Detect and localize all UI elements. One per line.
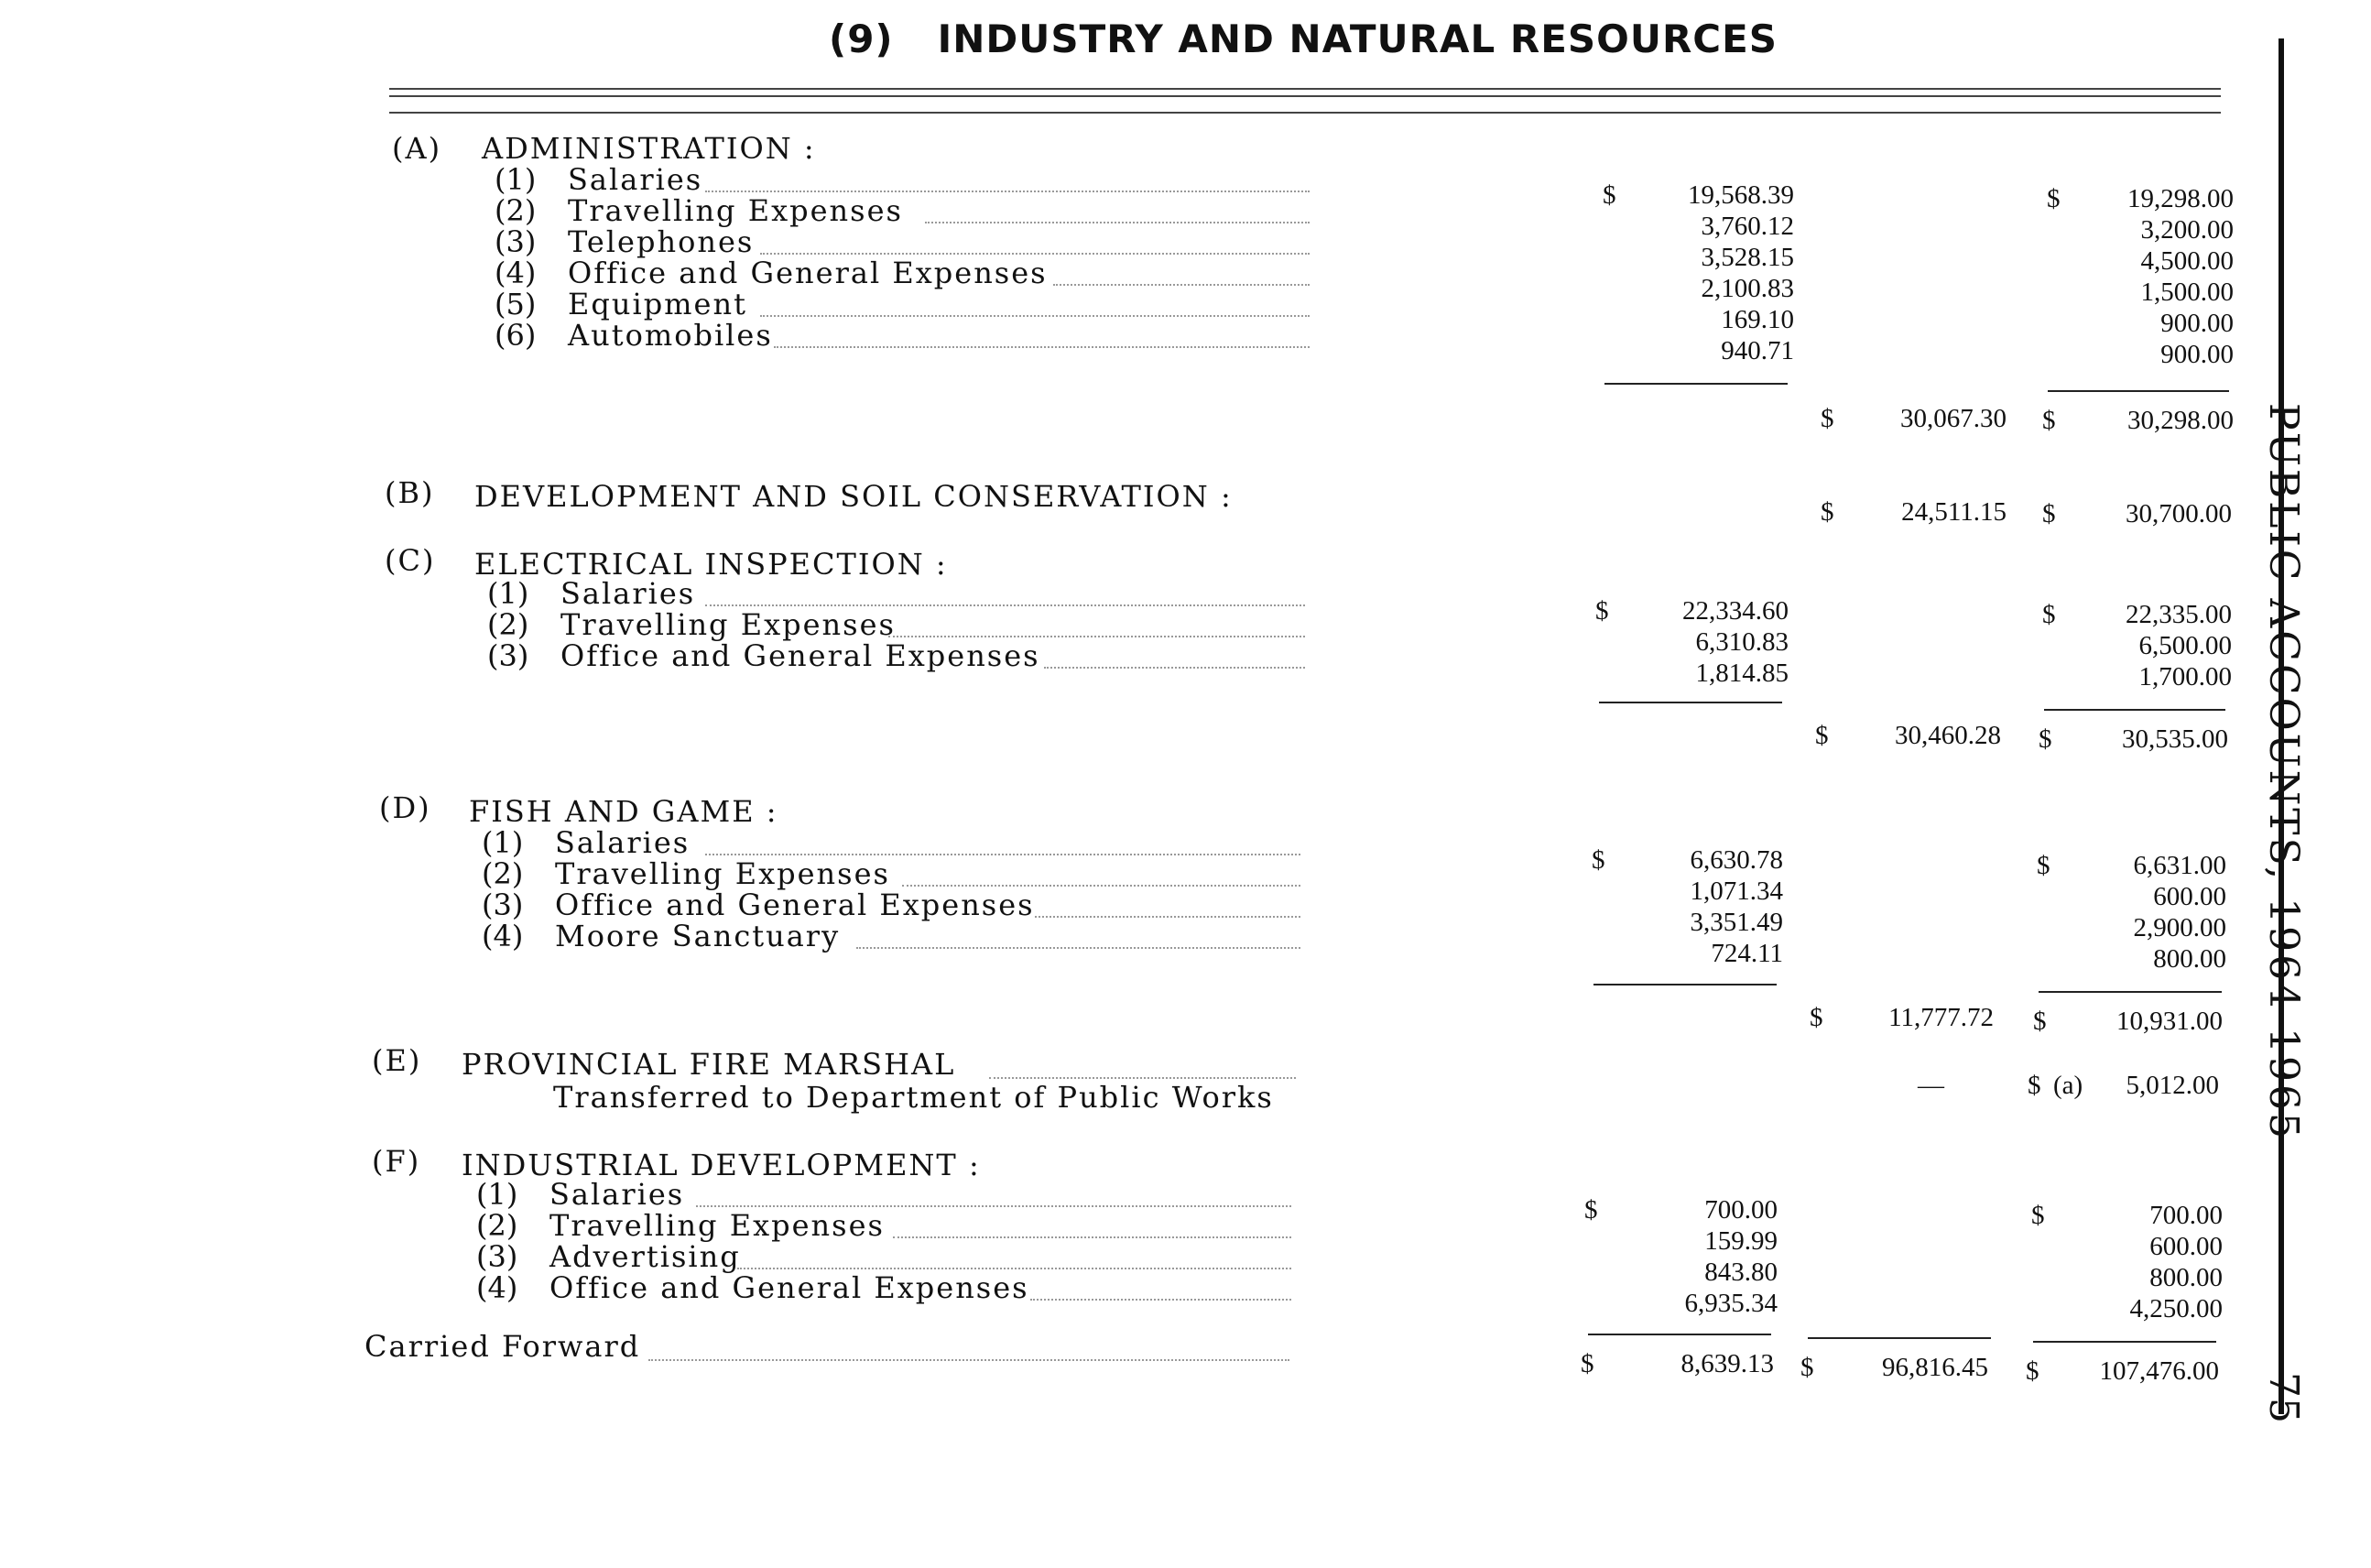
header-rule-mid — [389, 95, 2221, 97]
subtotal-rule — [2039, 991, 2222, 993]
section-c-title: ELECTRICAL INSPECTION : — [474, 547, 948, 582]
f-estimate-1: 700.00 — [2149, 1201, 2223, 1230]
dollar-sign: $ — [1595, 596, 1609, 626]
dollar-sign: $ — [2037, 851, 2050, 880]
dollar-sign: $ — [2042, 499, 2056, 528]
f-estimate-2: 600.00 — [2149, 1232, 2223, 1261]
dollar-sign: $ — [1815, 721, 1829, 750]
a-item-4-num: (4) — [495, 256, 537, 290]
a-estimate-1: 19,298.00 — [2127, 184, 2234, 213]
f-item-3-label: Advertising — [549, 1239, 741, 1274]
d-item-3-label: Office and General Expenses — [555, 887, 1035, 922]
a-item-3-label: Telephones — [568, 224, 755, 259]
carried-forward-label: Carried Forward — [364, 1329, 641, 1364]
leader-dots — [648, 1359, 1289, 1361]
dollar-sign: $ — [1821, 404, 1834, 433]
a-item-6-num: (6) — [495, 318, 537, 353]
d-estimate-total: 10,931.00 — [2116, 1007, 2223, 1036]
d-item-3-num: (3) — [482, 887, 524, 922]
leader-dots — [774, 346, 1310, 348]
d-estimate-2: 600.00 — [2153, 882, 2226, 911]
d-item-2-label: Travelling Expenses — [555, 856, 890, 891]
e-total: — — [1918, 1071, 1944, 1100]
c-item-3-label: Office and General Expenses — [560, 638, 1040, 673]
f-actual-4: 6,935.34 — [1684, 1289, 1778, 1318]
section-b-letter: (B) — [385, 475, 435, 510]
page-number: 75 — [2260, 1372, 2307, 1423]
subtotal-rule — [1604, 383, 1788, 385]
a-actual-5: 169.10 — [1721, 305, 1794, 334]
subtotal-rule — [1599, 702, 1782, 703]
a-estimate-total: 30,298.00 — [2127, 406, 2234, 435]
subtotal-rule — [2033, 1341, 2216, 1343]
section-e-title: PROVINCIAL FIRE MARSHAL — [462, 1047, 956, 1082]
section-title: INDUSTRY AND NATURAL RESOURCES — [937, 16, 1778, 61]
b-estimate-total: 30,700.00 — [2126, 499, 2232, 528]
a-item-1-num: (1) — [495, 162, 537, 197]
carried-forward-actual: 8,639.13 — [1680, 1349, 1774, 1378]
c-item-1-label: Salaries — [560, 576, 696, 611]
dollar-sign: $ — [1581, 1349, 1594, 1378]
section-f-letter: (F) — [372, 1144, 421, 1179]
dollar-sign: $ — [2047, 184, 2061, 213]
a-item-3-num: (3) — [495, 224, 537, 259]
a-total: 30,067.30 — [1900, 404, 2007, 433]
section-d-title: FISH AND GAME : — [469, 794, 778, 829]
d-item-4-num: (4) — [482, 919, 524, 953]
section-b-title: DEVELOPMENT AND SOIL CONSERVATION : — [474, 479, 1233, 514]
leader-dots — [760, 253, 1310, 255]
dollar-sign: $ — [2042, 600, 2056, 629]
section-d-letter: (D) — [379, 790, 431, 825]
c-actual-1: 22,334.60 — [1682, 596, 1789, 626]
a-item-5-num: (5) — [495, 287, 537, 321]
dollar-sign: $ — [1821, 497, 1834, 527]
c-estimate-3: 1,700.00 — [2138, 662, 2232, 691]
section-a-letter: (A) — [392, 131, 442, 166]
section-number: (9) — [829, 16, 894, 61]
f-estimate-3: 800.00 — [2149, 1263, 2223, 1292]
dollar-sign: $ — [1603, 180, 1616, 210]
dollar-sign: $ — [1800, 1353, 1814, 1382]
leader-dots — [1035, 916, 1300, 918]
estimate-footnote-marker: (a) — [2053, 1071, 2083, 1100]
leader-dots — [893, 1236, 1291, 1238]
dollar-sign: $ — [2028, 1071, 2041, 1100]
f-actual-3: 843.80 — [1704, 1258, 1778, 1287]
subtotal-rule — [1588, 1334, 1771, 1335]
carried-forward-total: 96,816.45 — [1882, 1353, 1988, 1382]
f-item-2-num: (2) — [476, 1208, 518, 1243]
section-e-note: Transferred to Department of Public Works — [553, 1080, 1274, 1115]
c-estimate-total: 30,535.00 — [2122, 724, 2228, 754]
d-actual-3: 3,351.49 — [1690, 908, 1783, 937]
c-estimate-1: 22,335.00 — [2126, 600, 2232, 629]
a-item-1-label: Salaries — [568, 162, 703, 197]
d-actual-1: 6,630.78 — [1690, 845, 1783, 875]
dollar-sign: $ — [1810, 1003, 1823, 1032]
e-estimate-total: 5,012.00 — [2126, 1071, 2219, 1100]
section-c-letter: (C) — [385, 543, 436, 578]
leader-dots — [696, 1205, 1291, 1207]
carried-forward-estimate: 107,476.00 — [2099, 1356, 2219, 1386]
leader-dots — [1053, 284, 1310, 286]
f-item-4-num: (4) — [476, 1270, 518, 1305]
leader-dots — [737, 1268, 1291, 1269]
c-actual-3: 1,814.85 — [1695, 659, 1789, 688]
leader-dots — [1044, 667, 1305, 669]
c-estimate-2: 6,500.00 — [2138, 631, 2232, 660]
f-item-1-label: Salaries — [549, 1177, 685, 1212]
dollar-sign: $ — [2026, 1356, 2039, 1386]
header-rule-bottom — [389, 112, 2221, 114]
d-estimate-3: 2,900.00 — [2133, 913, 2226, 942]
a-actual-2: 3,760.12 — [1701, 212, 1794, 241]
a-actual-4: 2,100.83 — [1701, 274, 1794, 303]
dollar-sign: $ — [2042, 406, 2056, 435]
a-actual-6: 940.71 — [1721, 336, 1794, 365]
dollar-sign: $ — [2033, 1007, 2047, 1036]
f-estimate-4: 4,250.00 — [2129, 1294, 2223, 1323]
section-f-title: INDUSTRIAL DEVELOPMENT : — [462, 1148, 981, 1182]
leader-dots — [705, 191, 1310, 192]
f-actual-1: 700.00 — [1704, 1195, 1778, 1225]
leader-dots — [705, 854, 1300, 855]
header-rule-top — [389, 88, 2221, 90]
leader-dots — [902, 885, 1300, 887]
leader-dots — [760, 315, 1310, 317]
d-estimate-4: 800.00 — [2153, 944, 2226, 974]
section-a-title: ADMINISTRATION : — [482, 131, 816, 166]
d-item-2-num: (2) — [482, 856, 524, 891]
a-actual-3: 3,528.15 — [1701, 243, 1794, 272]
dollar-sign: $ — [1592, 845, 1605, 875]
f-actual-2: 159.99 — [1704, 1226, 1778, 1256]
f-item-3-num: (3) — [476, 1239, 518, 1274]
leader-dots — [925, 222, 1310, 223]
f-item-2-label: Travelling Expenses — [549, 1208, 885, 1243]
d-actual-2: 1,071.34 — [1690, 877, 1783, 906]
a-item-6-label: Automobiles — [568, 318, 773, 353]
d-item-1-num: (1) — [482, 825, 524, 860]
a-estimate-4: 1,500.00 — [2140, 278, 2234, 307]
c-item-2-label: Travelling Expenses — [560, 607, 896, 642]
a-estimate-2: 3,200.00 — [2140, 215, 2234, 245]
d-actual-4: 724.11 — [1711, 939, 1783, 968]
subtotal-rule — [2048, 390, 2229, 392]
a-item-5-label: Equipment — [568, 287, 747, 321]
subtotal-rule — [1593, 984, 1777, 985]
c-item-2-num: (2) — [487, 607, 529, 642]
subtotal-rule — [2044, 709, 2225, 711]
subtotal-rule — [1808, 1337, 1991, 1339]
section-e-letter: (E) — [372, 1043, 422, 1078]
leader-dots — [989, 1077, 1296, 1079]
f-item-1-num: (1) — [476, 1177, 518, 1212]
a-estimate-5: 900.00 — [2160, 309, 2234, 338]
leader-dots — [888, 636, 1305, 637]
dollar-sign: $ — [2039, 724, 2052, 754]
leader-dots — [705, 604, 1305, 606]
d-item-1-label: Salaries — [555, 825, 691, 860]
running-head: PUBLIC ACCOUNTS, 1964-1965 — [2260, 403, 2307, 1141]
c-item-1-num: (1) — [487, 576, 529, 611]
d-total: 11,777.72 — [1888, 1003, 1994, 1032]
dollar-sign: $ — [2031, 1201, 2045, 1230]
a-item-2-label: Travelling Expenses — [568, 193, 903, 228]
c-actual-2: 6,310.83 — [1695, 627, 1789, 657]
c-item-3-num: (3) — [487, 638, 529, 673]
page-title — [829, 16, 1778, 61]
a-item-2-num: (2) — [495, 193, 537, 228]
leader-dots — [856, 947, 1300, 949]
b-total: 24,511.15 — [1901, 497, 2007, 527]
a-item-4-label: Office and General Expenses — [568, 256, 1048, 290]
a-actual-1: 19,568.39 — [1688, 180, 1794, 210]
d-estimate-1: 6,631.00 — [2133, 851, 2226, 880]
d-item-4-label: Moore Sanctuary — [555, 919, 841, 953]
dollar-sign: $ — [1584, 1195, 1598, 1225]
f-item-4-label: Office and General Expenses — [549, 1270, 1029, 1305]
leader-dots — [1030, 1299, 1291, 1301]
a-estimate-3: 4,500.00 — [2140, 246, 2234, 276]
c-total: 30,460.28 — [1895, 721, 2001, 750]
a-estimate-6: 900.00 — [2160, 340, 2234, 369]
